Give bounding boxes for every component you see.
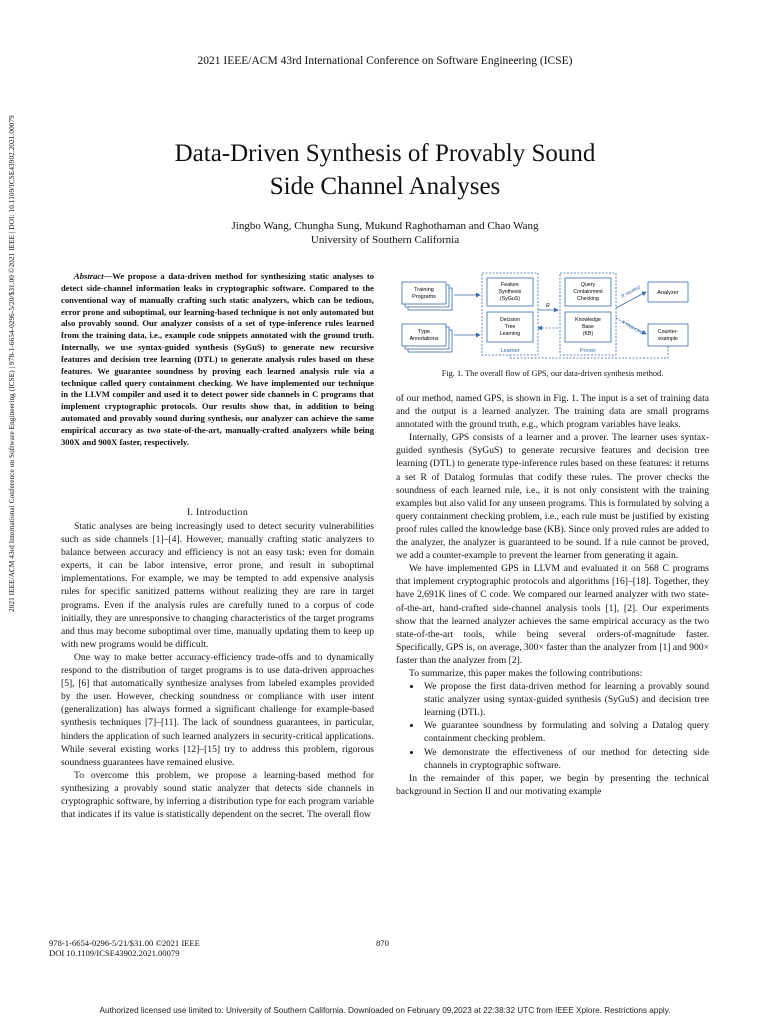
svg-text:Knowledge: Knowledge [575,317,601,323]
learner-label: Learner [500,348,520,354]
svg-text:Annotations: Annotations [409,336,439,342]
page-number: 870 [376,938,389,948]
title-line-1: Data-Driven Synthesis of Provably Sound [174,140,596,167]
license-notice: Authorized licensed use limited to: University of Southern California. Downloaded on February 09,2023 at 22:38:32 UTC from IEEE Xplore. Restrictions apply. [99,1006,671,1015]
sidebar-text: 2021 IEEE/ACM 43rd International Conference on Software Engineering (ICSE) | 978-1-6654-0296-5/20/$31.00 ©2021 IEEE | DOI: 10.1109/ICSE43902.2021.00079 [8,115,16,612]
right-column-body [396,392,709,798]
svg-text:Query: Query [580,282,596,288]
svg-text:Feature: Feature [501,282,519,288]
conference-header: 2021 IEEE/ACM 43rd International Conference on Software Engineering (ICSE) [197,55,573,67]
training-programs-label: Training [414,287,434,293]
intro-paragraph: To overcome this problem, we propose a learning-based method for synthesizing a provably sound static analyzer that detects side channels in cryptographic software, by inferring a distribution type for each program variable that indicates if its value is statistically dependent on the secret. The overall flow [61,769,375,821]
contribution-item: • We guarantee soundness by formulating and solving a Datalog query containment checking problem. [422,719,709,745]
r-verified-label: R Verified [620,285,642,300]
abstract [61,271,374,449]
svg-text:Decision: Decision [500,317,520,323]
figure-1-caption: Fig. 1. The overall flow of GPS, our data-driven synthesis method. [441,369,664,378]
svg-text:(KB): (KB) [582,331,594,337]
body-paragraph: In the remainder of this paper, we begin by presenting the technical background in Section II and our motivating example [396,772,709,797]
svg-text:example: example [658,336,678,342]
svg-text:Type: Type [418,329,430,335]
figure-1-diagram [396,270,709,360]
analyzer-label: Analyzer [657,290,679,296]
svg-text:Base: Base [582,324,594,330]
intro-paragraph: Static analyses are being increasingly used to detect security vulnerabilities such as side channels [1]–[4]. However, manually crafting static analyzers to balance between accuracy and efficiency is not an easy task: even for domain experts, it can be labor intensive, error prone, and result in suboptimal implementations. For example, we may be tempted to add expensive analysis rules for specific sanitized patterns without realizing they are rare in target programs. Even if the analysis rules are carefully tuned to a corpus of code initially, they are unresponsive to changing characteristics of the target programs and thus may become suboptimal over time, manually updating them to keep up with new programs would be difficult. [61,521,374,650]
body-paragraph: of our method, named GPS, is shown in Fig. 1. The input is a set of training data and the output is a learned analyzer. The training data are small programs annotated with the ground truth, e.g., which program variables have leaks. [396,393,709,431]
title-line-2: Side Channel Analyses [269,173,501,200]
section-heading-introduction: I. Introduction [186,507,249,518]
type-annotations-box [402,324,452,352]
svg-text:(SyGuS): (SyGuS) [500,296,520,302]
body-paragraph: To summarize, this paper makes the following contributions: [409,667,643,679]
svg-text:Checking: Checking [577,296,599,302]
contribution-item: • We demonstrate the effectiveness of our method for detecting side channels in cryptographic software. [422,746,709,772]
abstract-label: Abstract [74,271,104,281]
paper-title [0,137,770,203]
svg-text:Containment: Containment [573,289,603,295]
svg-text:Counter-: Counter- [657,329,679,335]
counterexample-box [648,324,688,346]
footer-isbn: 978-1-6654-0296-5/21/$31.00 ©2021 IEEE [49,938,200,948]
contribution-list [396,680,709,772]
body-paragraph: We have implemented GPS in LLVM and evaluated it on 568 C programs that implement cryptographic protocols and algorithms [16]–[18]. Together, they have 2,691K lines of C code. We compared our learned analyzer with two state-of-the-art, hand-crafted side-channel analysis tools [1], [2]. Our experiments show that the learned analyzer achieves the same empirical accuracy as the two state-of-the-art tools, while being several orders-of-magnitude faster. Specifically, GPS is, on average, 300× faster than the analyzer from [1] and 900× faster than the analyzer from [2]. [396,563,709,666]
footer-copyright [49,938,200,958]
svg-text:Synthesis: Synthesis [498,289,522,295]
r-rejected-label: R Rejected [620,320,644,336]
affiliation: University of Southern California [310,234,460,246]
training-programs-label-2: Programs [412,294,436,300]
footer-doi: DOI 10.1109/ICSE43902.2021.00079 [49,948,180,958]
svg-text:Tree: Tree [504,324,516,330]
r-label: R [546,303,550,309]
svg-text:Learning: Learning [499,331,521,337]
body-paragraph: Internally, GPS consists of a learner and a prover. The learner uses syntax-guided synthesis (SyGuS) to generate recursive features and decision tree learning (DTL) to generate type-inference rules based on these features: it returns a set R of Datalog formulas that codify these rules. The prover checks the soundness of each learned rule, i.e., it is not only consistent with the training examples but also valid for any unseen programs. This is formulated by solving a query containment checking problem, i.e., each rule must be justified by existing proof rules called the knowledge base (KB). Since only proved rules are added to the analyzer, the analyzer is guaranteed to be sound. If a rule cannot be proved, we add a counter-example to prevent the learner from generating it again. [396,432,709,562]
intro-paragraph: One way to make better accuracy-efficiency trade-offs and to dynamically respond to the distribution of target programs is to use data-driven approaches [5], [6] that automatically synthesize analyses from labeled examples provided by the user. However, checking soundness or compliance with user intent (generalization) has always formed a significant challenge for example-based synthesis techniques [7]–[11]. The lack of soundness guarantees, in particular, hinders the application of such learned analyzers in security-critical applications. While several existing works [12]–[15] try to address this problem, rigorous soundness guarantees have remained elusive. [61,651,374,768]
contribution-item: • We propose the first data-driven method for learning a provably sound static analyzer using syntax-guided synthesis (SyGuS) and decision tree learning (DTL). [422,680,709,719]
authors: Jingbo Wang, Chungha Sung, Mukund Raghothaman and Chao Wang [231,220,539,232]
training-programs-box [402,282,452,310]
prover-label: Prover [579,348,597,354]
abstract-text: —We propose a data-driven method for synthesizing static analyses to detect side-channel information leaks in cryptographic software. Compared to the conventional way of manually crafting such static analyzers, which can be tedious, error prone and suboptimal, our learning-based technique is not only automated but also provably sound. Our analyzer consists of a set of type-inference rules learned from the training data, i.e., example code snippets annotated with the ground truth. Internally, we use syntax-guided synthesis (SyGuS) to generate new recursive features and decision tree learning (DTL) to generate analysis rules based on these features. We guarantee soundness by proving each learned analysis rule via a technique called query containment checking. We have implemented our technique in the LLVM compiler and used it to detect power side channels in C programs that implement cryptographic protocols. Our results show that, in addition to being automated and provably sound during synthesis, our analyzer can achieve the same empirical accuracy as two state-of-the-art, manually-crafted analyzers while being 300X and 900X faster, respectively. [61,271,374,447]
author-block [0,219,770,247]
left-column-body [61,520,374,821]
